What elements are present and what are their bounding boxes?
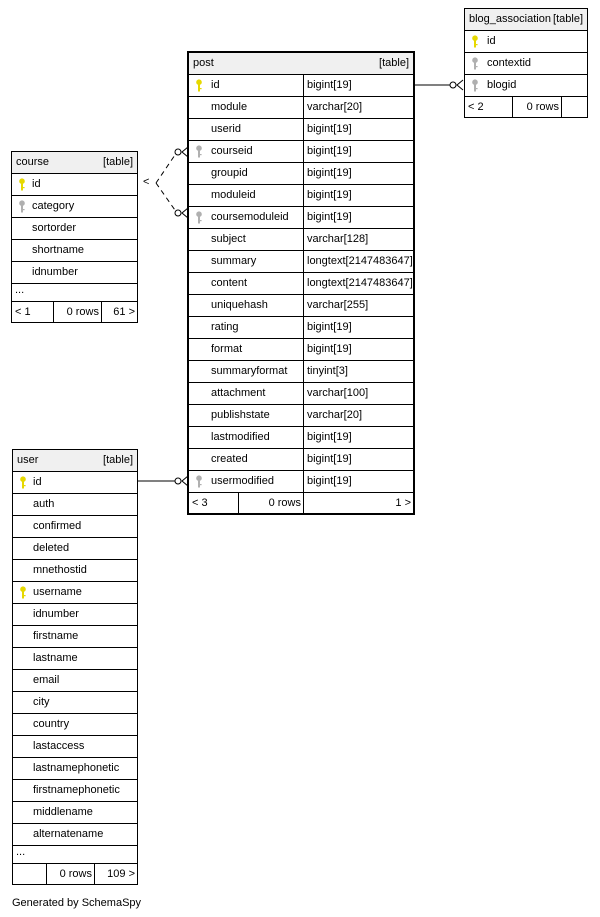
column-name-cell: [189, 295, 303, 316]
column-row[interactable]: [465, 75, 587, 97]
column-name-cell: [13, 692, 137, 713]
column-name: country: [33, 718, 70, 730]
footer-rowcount: 0 rows: [46, 864, 95, 884]
key-icon: [195, 475, 203, 488]
column-row[interactable]: [13, 604, 137, 626]
column-row[interactable]: [189, 405, 413, 427]
table-header: [189, 53, 413, 75]
column-name-cell: [13, 560, 137, 581]
column-name-cell: [13, 648, 137, 669]
column-type-cell: [303, 339, 414, 360]
column-row[interactable]: [189, 141, 413, 163]
column-row[interactable]: [189, 185, 413, 207]
table-name: course: [16, 156, 50, 168]
column-name-cell: [189, 383, 303, 404]
column-name-cell: [189, 361, 303, 382]
column-type-cell: [303, 229, 414, 250]
column-type: varchar[20]: [307, 101, 363, 113]
column-name-cell: [13, 516, 137, 537]
rel-post-course-1: [156, 152, 177, 183]
column-name-cell: [12, 218, 137, 239]
column-name: username: [33, 586, 82, 598]
footer-parents: < 2: [468, 101, 484, 113]
column-type-cell: [303, 75, 414, 96]
table-name: user: [17, 454, 39, 466]
column-type: bigint[19]: [307, 145, 352, 157]
column-name: lastname: [33, 652, 78, 664]
column-name-cell: [13, 494, 137, 515]
column-row[interactable]: [13, 494, 137, 516]
column-name: moduleid: [211, 189, 256, 201]
column-type-cell: [303, 185, 414, 206]
column-row[interactable]: [13, 670, 137, 692]
column-row[interactable]: [12, 240, 137, 262]
column-row[interactable]: [13, 692, 137, 714]
column-name: groupid: [211, 167, 248, 179]
column-type-cell: [303, 163, 414, 184]
column-type-cell: [303, 383, 414, 404]
column-name-cell: [189, 75, 303, 96]
column-row[interactable]: [465, 31, 587, 53]
table-tag: [table]: [553, 13, 583, 25]
column-name-cell: [189, 251, 303, 272]
column-name-cell: [189, 449, 303, 470]
column-name: subject: [211, 233, 246, 245]
column-type-cell: [303, 273, 414, 294]
column-type: bigint[19]: [307, 431, 352, 443]
column-row[interactable]: [13, 582, 137, 604]
column-name: id: [32, 178, 41, 190]
column-type: varchar[128]: [307, 233, 369, 245]
key-icon: [19, 586, 27, 599]
column-row[interactable]: [189, 207, 413, 229]
column-name-cell: [13, 714, 137, 735]
table-tag: [table]: [103, 454, 133, 466]
column-row[interactable]: [189, 273, 413, 295]
column-type: bigint[19]: [307, 79, 352, 91]
column-row[interactable]: [12, 196, 137, 218]
footer-parents: [13, 864, 46, 884]
column-name: firstname: [33, 630, 79, 642]
column-name-cell: [465, 53, 587, 74]
column-name-cell: [189, 339, 303, 360]
footer-rowcount: 0 rows: [238, 493, 304, 513]
column-row[interactable]: [13, 824, 137, 846]
footer-children: 109 >: [94, 864, 138, 884]
column-name: middlename: [33, 806, 93, 818]
column-type-cell: [303, 295, 414, 316]
column-type: varchar[255]: [307, 299, 369, 311]
column-name: rating: [211, 321, 239, 333]
column-row[interactable]: [189, 339, 413, 361]
column-type-cell: [303, 361, 414, 382]
column-type-cell: [303, 449, 414, 470]
column-name-cell: [13, 824, 137, 845]
column-name: sortorder: [32, 222, 77, 234]
table-header: [465, 9, 587, 31]
column-type: bigint[19]: [307, 123, 352, 135]
column-row[interactable]: [13, 780, 137, 802]
more-columns: ...: [12, 284, 137, 302]
table-tag: [table]: [379, 57, 409, 69]
column-type-cell: [303, 251, 414, 272]
column-row[interactable]: [189, 317, 413, 339]
column-row[interactable]: [12, 174, 137, 196]
column-type: bigint[19]: [307, 211, 352, 223]
column-name-cell: [189, 185, 303, 206]
table-user[interactable]: [12, 449, 138, 885]
column-row[interactable]: [12, 262, 137, 284]
key-icon: [471, 57, 479, 70]
column-row[interactable]: [189, 449, 413, 471]
column-name-cell: [189, 405, 303, 426]
key-icon: [18, 200, 26, 213]
column-name: coursemoduleid: [211, 211, 289, 223]
column-name: courseid: [211, 145, 253, 157]
key-icon: [195, 79, 203, 92]
key-icon: [471, 79, 479, 92]
rel-post-course-marker-2: [175, 210, 181, 216]
column-name: content: [211, 277, 248, 289]
column-name-cell: [13, 670, 137, 691]
key-icon: [195, 211, 203, 224]
column-row[interactable]: [189, 163, 413, 185]
column-name: contextid: [487, 57, 532, 69]
column-row[interactable]: [13, 648, 137, 670]
column-name: created: [211, 453, 248, 465]
table-footer: [189, 493, 413, 513]
column-name-cell: [465, 31, 587, 52]
table-name: post: [193, 57, 214, 69]
column-type-cell: [303, 119, 414, 140]
column-type-cell: [303, 405, 414, 426]
column-row[interactable]: [189, 427, 413, 449]
column-name: module: [211, 101, 248, 113]
key-icon: [19, 476, 27, 489]
column-row[interactable]: [189, 97, 413, 119]
column-row[interactable]: [13, 538, 137, 560]
relation-marker: <: [143, 176, 150, 188]
column-row[interactable]: [13, 802, 137, 824]
column-name: confirmed: [33, 520, 82, 532]
column-row[interactable]: [12, 218, 137, 240]
footer-children: 61 >: [101, 302, 138, 322]
footer-rowcount: 0 rows: [53, 302, 102, 322]
column-row[interactable]: [189, 75, 413, 97]
column-name-cell: [465, 75, 587, 96]
column-name-cell: [13, 780, 137, 801]
column-name: id: [33, 476, 42, 488]
column-type-cell: [303, 471, 414, 492]
generated-by-note: Generated by SchemaSpy: [12, 897, 142, 909]
column-name-cell: [189, 97, 303, 118]
column-name: auth: [33, 498, 55, 510]
column-name: summary: [211, 255, 257, 267]
column-list: [13, 472, 137, 846]
column-row[interactable]: [189, 295, 413, 317]
rel-blog-post-crowfoot: [457, 80, 463, 90]
column-type: bigint[19]: [307, 167, 352, 179]
rel-post-course-2: [156, 183, 177, 213]
column-name-cell: [189, 207, 303, 228]
table-tag: [table]: [103, 156, 133, 168]
column-name: blogid: [487, 79, 517, 91]
column-name-cell: [189, 163, 303, 184]
rel-blog-post-optional-marker: [450, 82, 456, 88]
column-name: idnumber: [33, 608, 79, 620]
column-type: bigint[19]: [307, 453, 352, 465]
column-type: longtext[2147483647]: [307, 277, 413, 289]
table-header: [13, 450, 137, 472]
column-name-cell: [189, 229, 303, 250]
key-icon: [471, 35, 479, 48]
column-row[interactable]: [13, 758, 137, 780]
column-name: alternatename: [33, 828, 104, 840]
column-name-cell: [13, 802, 137, 823]
column-type-cell: [303, 427, 414, 448]
column-name: lastnamephonetic: [33, 762, 120, 774]
column-type: varchar[100]: [307, 387, 369, 399]
table-course[interactable]: [11, 151, 138, 323]
column-name: deleted: [33, 542, 70, 554]
column-row[interactable]: [13, 736, 137, 758]
rel-post-user-marker: [175, 478, 181, 484]
column-name-cell: [13, 582, 137, 603]
column-name-cell: [12, 174, 137, 195]
key-icon: [18, 178, 26, 191]
column-name-cell: [189, 427, 303, 448]
column-row[interactable]: [189, 361, 413, 383]
column-type-cell: [303, 207, 414, 228]
column-name: shortname: [32, 244, 84, 256]
column-name: lastaccess: [33, 740, 85, 752]
column-row[interactable]: [189, 471, 413, 493]
column-type-cell: [303, 141, 414, 162]
column-name: category: [32, 200, 75, 212]
column-name-cell: [189, 317, 303, 338]
column-name-cell: [13, 604, 137, 625]
footer-parents: < 1: [15, 306, 31, 318]
column-name-cell: [189, 471, 303, 492]
column-name-cell: [13, 472, 137, 493]
table-footer: [13, 864, 137, 884]
column-name-cell: [13, 538, 137, 559]
column-row[interactable]: [13, 560, 137, 582]
table-name: blog_association: [469, 13, 551, 25]
column-name: summaryformat: [211, 365, 288, 377]
column-list: [189, 75, 413, 493]
footer-parents: < 3: [192, 497, 208, 509]
table-footer: [12, 302, 137, 322]
column-type: bigint[19]: [307, 343, 352, 355]
column-row[interactable]: [189, 383, 413, 405]
more-columns: ...: [13, 846, 137, 864]
column-row[interactable]: [13, 516, 137, 538]
column-name: attachment: [211, 387, 266, 399]
column-type: bigint[19]: [307, 475, 352, 487]
column-type: varchar[20]: [307, 409, 363, 421]
column-name-cell: [189, 273, 303, 294]
column-name: mnethostid: [33, 564, 87, 576]
column-name: email: [33, 674, 60, 686]
rel-post-course-marker-1: [175, 149, 181, 155]
column-name: format: [211, 343, 243, 355]
column-type: tinyint[3]: [307, 365, 348, 377]
column-row[interactable]: [465, 53, 587, 75]
column-type: longtext[2147483647]: [307, 255, 413, 267]
table-header: [12, 152, 137, 174]
table-footer: [465, 97, 587, 117]
footer-children: 1 >: [303, 493, 414, 513]
column-row[interactable]: [189, 119, 413, 141]
table-blog-association[interactable]: [464, 8, 588, 118]
column-type-cell: [303, 97, 414, 118]
column-name: id: [487, 35, 496, 47]
column-name: userid: [211, 123, 241, 135]
column-type: bigint[19]: [307, 321, 352, 333]
column-row[interactable]: [13, 626, 137, 648]
column-name-cell: [12, 240, 137, 261]
table-post[interactable]: [187, 51, 415, 515]
column-type-cell: [303, 317, 414, 338]
column-name: uniquehash: [211, 299, 268, 311]
column-row[interactable]: [189, 251, 413, 273]
column-type: bigint[19]: [307, 189, 352, 201]
column-name: lastmodified: [211, 431, 270, 443]
column-name: city: [33, 696, 50, 708]
column-name-cell: [13, 758, 137, 779]
footer-children: [561, 97, 588, 117]
column-row[interactable]: [13, 714, 137, 736]
column-name: idnumber: [32, 266, 78, 278]
column-row[interactable]: [13, 472, 137, 494]
column-list: [12, 174, 137, 284]
column-name-cell: [189, 141, 303, 162]
column-name-cell: [12, 196, 137, 217]
column-name-cell: [189, 119, 303, 140]
column-name: id: [211, 79, 220, 91]
column-name-cell: [13, 626, 137, 647]
footer-rowcount: 0 rows: [512, 97, 562, 117]
column-name: publishstate: [211, 409, 270, 421]
column-row[interactable]: [189, 229, 413, 251]
column-name: usermodified: [211, 475, 274, 487]
column-list: [465, 31, 587, 97]
column-name-cell: [12, 262, 137, 283]
column-name: firstnamephonetic: [33, 784, 120, 796]
key-icon: [195, 145, 203, 158]
column-name-cell: [13, 736, 137, 757]
